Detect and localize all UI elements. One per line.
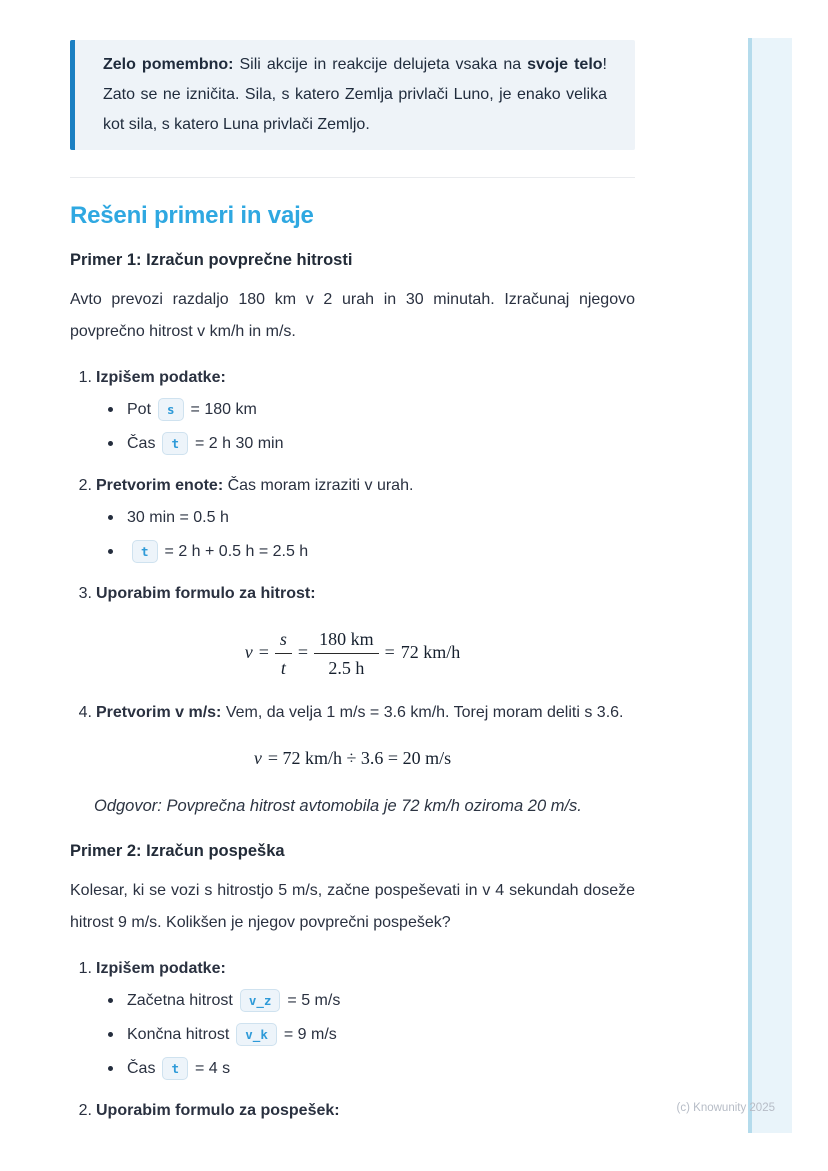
example1-step-3 xyxy=(70,584,635,604)
callout-emph-bold: svoje telo xyxy=(527,56,603,73)
bullet-icon xyxy=(108,515,113,520)
formula-variable: v xyxy=(244,641,253,662)
formula-equals: = xyxy=(297,641,309,662)
bullet-text-post: = 2 h + 0.5 h = 2.5 h xyxy=(164,542,309,560)
bullet-text-pre: Začetna hitrost xyxy=(127,991,233,1009)
step-label: Pretvorim enote: xyxy=(96,477,224,494)
list-item xyxy=(70,988,635,1013)
section-title: Rešeni primeri in vaje xyxy=(70,202,314,229)
bullet-text-pre: Čas xyxy=(127,1059,156,1077)
copyright-notice: (c) Knowunity 2025 xyxy=(676,1102,775,1114)
step-number: 3. xyxy=(78,585,92,602)
bullet-text-pre: Končna hitrost xyxy=(127,1025,230,1043)
step-number: 2. xyxy=(78,477,92,494)
bullet-text-post: = 4 s xyxy=(194,1059,231,1077)
bullet-icon xyxy=(108,998,113,1003)
list-item xyxy=(70,505,635,530)
bullet-text-post: = 9 m/s xyxy=(283,1025,337,1043)
formula-fraction xyxy=(314,628,379,679)
callout-text xyxy=(103,50,607,140)
example2-problem: Kolesar, ki se vozi s hitrostjo 5 m/s, začne pospeševati in v 4 sekundah doseže hitrost 9 m/s. Kolikšen je njegov povprečni pospešek? xyxy=(70,882,635,931)
bullet-text-pre: 30 min = 0.5 h xyxy=(127,508,229,526)
list-item xyxy=(70,539,635,564)
example1-problem: Avto prevozi razdaljo 180 km v 2 urah in 30 minutah. Izračunaj njegovo povprečno hitrost v km/h in m/s. xyxy=(70,291,635,340)
step-number: 1. xyxy=(78,369,92,386)
bullet-text-post: = 180 km xyxy=(190,400,257,418)
example1-title: Primer 1: Izračun povprečne hitrosti xyxy=(70,251,353,269)
list-item xyxy=(70,397,635,422)
fraction-denominator: t xyxy=(280,658,286,678)
example2-step-1 xyxy=(70,959,635,979)
step-text: Vem, da velja 1 m/s = 3.6 km/h. Torej moram deliti s 3.6. xyxy=(221,704,624,721)
fraction-denominator: 2.5 h xyxy=(328,658,365,678)
variable-chip: v_k xyxy=(236,1023,277,1046)
example1-step-4 xyxy=(70,703,635,723)
example1-step-2 xyxy=(70,476,635,496)
step-label: Uporabim formulo za pospešek: xyxy=(96,1102,340,1119)
callout-lead-bold: Zelo pomembno: xyxy=(103,56,234,73)
velocity-formula xyxy=(70,628,635,679)
important-callout xyxy=(70,40,635,150)
fraction-numerator: 180 km xyxy=(314,628,379,654)
variable-chip: v_z xyxy=(240,989,281,1012)
bullet-icon xyxy=(108,441,113,446)
document-content xyxy=(70,40,635,1121)
bullet-icon xyxy=(108,1066,113,1071)
step-label: Izpišem podatke: xyxy=(96,960,226,977)
variable-chip: t xyxy=(162,1057,188,1080)
bullet-icon xyxy=(108,1032,113,1037)
step-text: Čas moram izraziti v urah. xyxy=(223,477,414,494)
bullet-icon xyxy=(108,407,113,412)
section-divider xyxy=(70,177,635,178)
step-number: 1. xyxy=(78,960,92,977)
bullet-text-pre: Čas xyxy=(127,434,156,452)
formula-equals: = xyxy=(258,641,269,662)
step-label: Uporabim formulo za hitrost: xyxy=(96,585,316,602)
conversion-formula xyxy=(70,747,635,769)
list-item xyxy=(70,431,635,456)
bullet-text-post: = 5 m/s xyxy=(287,991,341,1009)
step-number: 4. xyxy=(78,704,92,721)
example2-title: Primer 2: Izračun pospeška xyxy=(70,842,285,860)
bullet-text-pre: Pot xyxy=(127,400,152,418)
callout-text-1: Sili akcije in reakcije delujeta vsaka na xyxy=(233,56,528,73)
callout-text-2: ! Zato se ne izničita. Sila, s katero Zemlja privlači Luno, je enako velika kot sila, s katero Luna privlači Zemljo. xyxy=(103,56,607,133)
example1-answer: Odgovor: Povprečna hitrost avtomobila je 72 km/h oziroma 20 m/s. xyxy=(94,797,582,815)
step-number: 2. xyxy=(78,1102,92,1119)
formula-equals: = xyxy=(384,641,395,662)
variable-chip: t xyxy=(132,540,158,563)
list-item xyxy=(70,1022,635,1047)
page-edge-bar xyxy=(748,38,792,1133)
step-label: Izpišem podatke: xyxy=(96,369,226,386)
formula-variable: v xyxy=(253,748,262,768)
formula-result: 72 km/h xyxy=(400,641,461,662)
step-label: Pretvorim v m/s: xyxy=(96,704,222,721)
example1-step-1 xyxy=(70,368,635,388)
bullet-icon xyxy=(108,549,113,554)
bullet-text-post: = 2 h 30 min xyxy=(194,434,284,452)
list-item xyxy=(70,1056,635,1081)
formula-fraction xyxy=(275,628,292,679)
formula-result: = 72 km/h ÷ 3.6 = 20 m/s xyxy=(267,748,452,768)
variable-chip: s xyxy=(158,398,184,421)
fraction-numerator: s xyxy=(275,628,292,654)
variable-chip: t xyxy=(162,432,188,455)
